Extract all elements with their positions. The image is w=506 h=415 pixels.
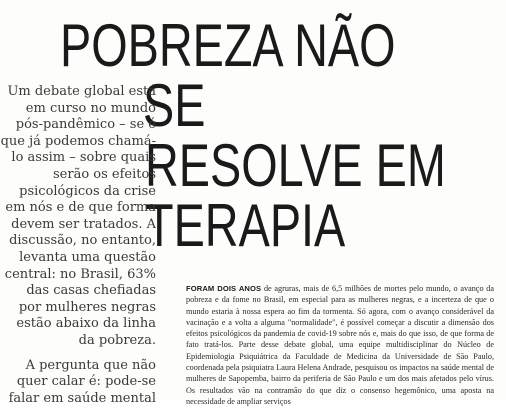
headline-line-3: RESOLVE EM	[145, 132, 446, 199]
deck-paragraph-2: A pergunta que não quer calar é: pode-se falar em saúde mental	[8, 357, 156, 406]
article-lead-in: FORAM DOIS ANOS	[186, 284, 262, 293]
article-paragraph	[186, 283, 494, 407]
article-body	[186, 283, 494, 407]
headline-line-2: SE	[143, 72, 206, 139]
deck-subhead	[0, 84, 156, 415]
headline-line-4: TERAPIA	[145, 192, 346, 259]
headline-line-1: POBREZA NÃO	[60, 12, 396, 79]
article-body-text: de agruras, mais de 6,5 milhões de mortes pelo mundo, o avanço da pobreza e da fome no Brasil, em especial para as mulheres negras, e a incerteza de que o mundo estaria à nossa espera ao fim da tormenta. Só agora, com o avanço considerável da vacinação e a volta a alguma "normalidade", é possível começar a discutir a dimensão dos efeitos psicológicos da pandemia de covid-19 sobre nós e, mais do que isso, de que forma de fato tratá-los. Parte desse debate global, uma equipe multidisciplinar do Núcleo de Epidemiologia Psiquiátrica da Faculdade de Medicina da Universidade de São Paulo, coordenada pela psiquiatra Laura Helena Andrade, pesquisou os impactos na saúde mental de mulheres de Sapopemba, bairro da periferia de São Paulo e um dos mais afetados pelo vírus. Os resultados vão na contramão do que diz o consenso hegemônico, uma aposta na necessidade de ampliar serviços	[186, 284, 495, 406]
deck-paragraph-1: Um debate global está em curso no mundo pós-pandêmico – se é que já podemos chamá-lo assim – sobre quais serão os efeitos psicológicos da crise em nós e de que forma devem ser tratados. A discussão, no entanto, levanta uma questão central: no Brasil, 63% das casas chefiadas por mulheres negras estão abaixo da linha da pobreza.	[0, 84, 156, 348]
